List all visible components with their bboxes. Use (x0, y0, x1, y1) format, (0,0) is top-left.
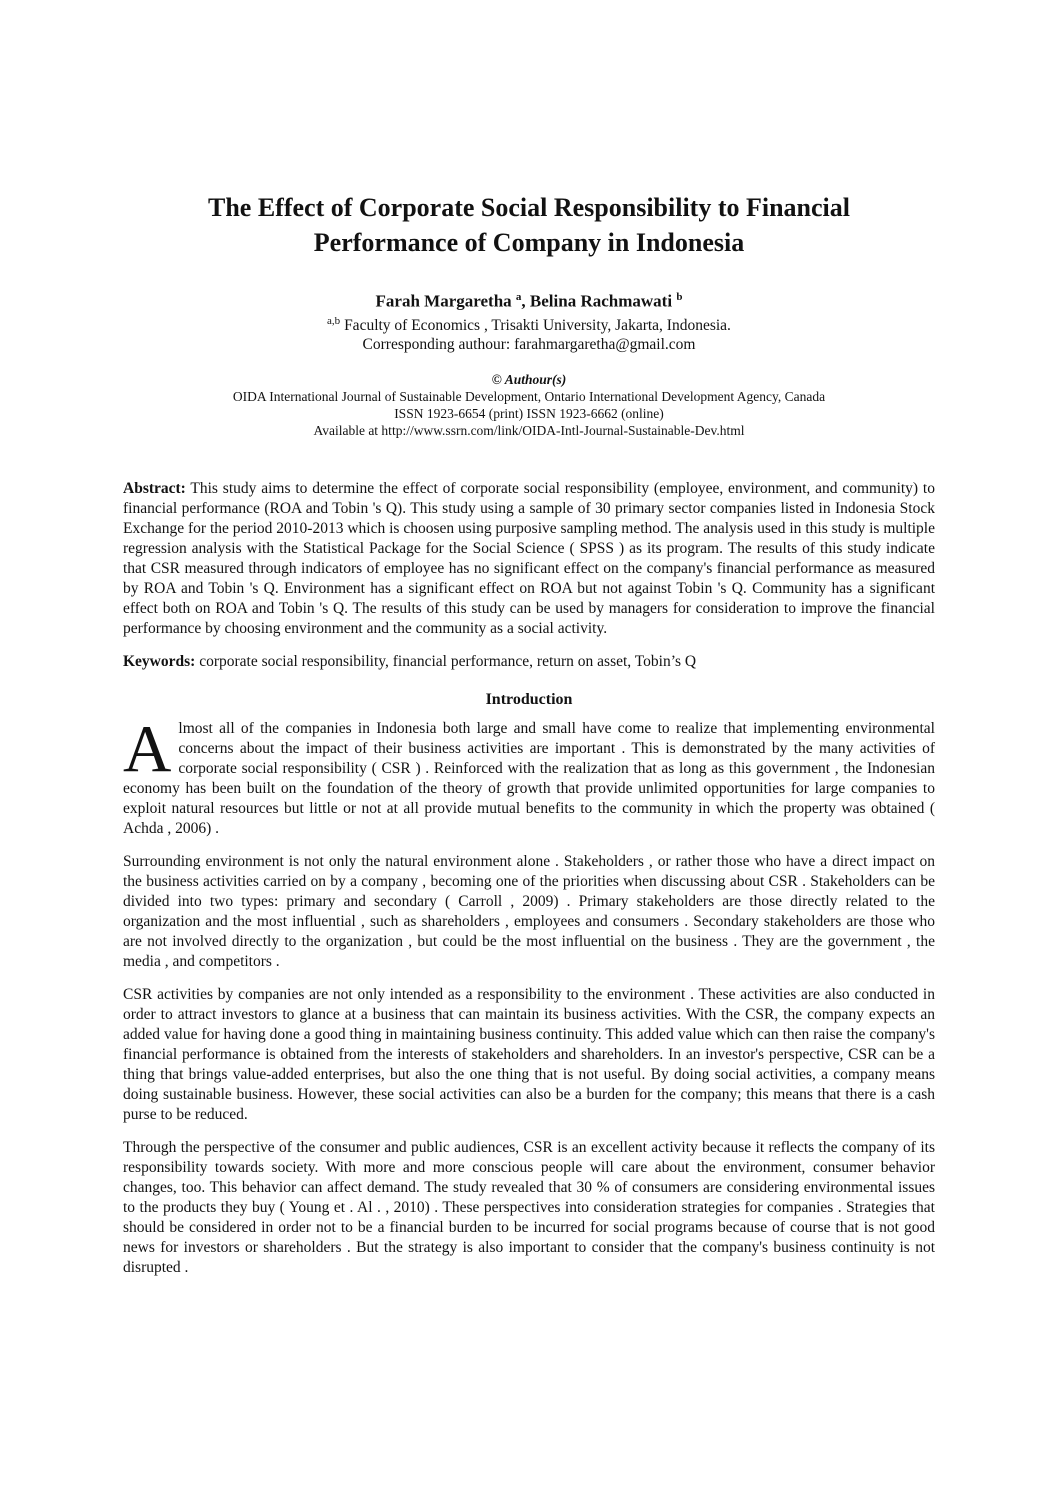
corresponding-author-line: Corresponding authour: farahmargaretha@gmail.com (362, 335, 696, 353)
keywords-line (123, 652, 935, 672)
issn-line: ISSN 1923-6654 (print) ISSN 1923-6662 (online) (394, 405, 664, 421)
keywords-text: corporate social responsibility, financial performance, return on asset, Tobin’s Q (195, 652, 697, 670)
abstract-text: This study aims to determine the effect of corporate social responsibility (employee, environment, and community) to financial performance (ROA and Tobin 's Q). This study using a sample of 30 primary sector companies listed in Indonesia Stock Exchange for the period 2010-2013 which is choosen using purposive sampling method. The analysis used in this study is multiple regression analysis with the Statistical Package for the Social Science ( SPSS ) as its program. The results of this study indicate that CSR measured through indicators of employee has no significant effect on the company's financial performance as measured by ROA and Tobin 's Q. Environment has a significant effect on ROA but not against Tobin 's Q. Community has a significant effect both on ROA and Tobin 's Q. The results of this study can be used by managers for consideration to improve the financial performance by choosing environment and the community as a social activity. (123, 479, 935, 637)
paper-title-line2: Performance of Company in Indonesia (313, 228, 745, 257)
author-name-2: , Belina Rachmawati (521, 291, 677, 311)
intro-paragraph-1-text: lmost all of the companies in Indonesia both large and small have come to realize that implementing environmental concerns about the impact of their business activities are important . This is demonstrated by the many activities of corporate social responsibility ( CSR ) . Reinforced with the realization that as long as this government , the Indonesian economy has been built on the foundation of the theory of growth that provide unlimited opportunities for large companies to exploit natural resources but little or not at all provide mutual benefits to the community in which the property was obtained ( Achda , 2006) . (123, 719, 935, 837)
intro-paragraph-2: Surrounding environment is not only the natural environment alone . Stakeholders , or rather those who have a direct impact on the business activities carried on by a company , becoming one of the priorities when discussing about CSR . Stakeholders can be divided into two types: primary and secondary ( Carroll , 2009) . Primary stakeholders are those directly related to the organization and the most influential , such as shareholders , employees and consumers . Secondary stakeholders are those who are not involved directly to the organization , but could be the most influential on the business . They are the government , the media , and competitors . (123, 852, 935, 970)
keywords-label: Keywords: (123, 652, 196, 670)
author-name-1: Farah Margaretha (375, 291, 516, 311)
paper-title-line1: The Effect of Corporate Social Responsibility to Financial (207, 193, 850, 222)
affiliation-superscript: a,b (327, 314, 341, 327)
intro-paragraph-4: Through the perspective of the consumer and public audiences, CSR is an excellent activity because it reflects the company of its responsibility towards society. With more and more conscious people will care about the environment, consumer behavior changes, too. This behavior can affect demand. The study revealed that 30 % of consumers are considering environmental issues to the products they buy ( Young et . Al . , 2010) . These perspectives into consideration strategies for companies . Strategies that should be considered in order not to be a financial burden to be incurred for social programs because of course that is not good news for investors or shareholders . But the strategy is also important to consider that the company's business continuity is not disrupted . (123, 1138, 935, 1276)
abstract-paragraph (123, 479, 935, 639)
copyright-line: © Authour(s) (491, 371, 567, 387)
imprint-block (123, 371, 935, 439)
affiliation-line (123, 312, 935, 335)
author-superscript-b: b (676, 291, 683, 303)
intro-paragraph-3: CSR activities by companies are not only intended as a responsibility to the environment . These activities are also conducted in order to attract investors to glance at a business that can maintain its business activities. With the CSR, the company expects an added value for having done a good thing in maintaining business continuity. This added value which can then raise the company's financial performance is obtained from the interests of stakeholders and shareholders. In an investor's perspective, CSR can be a thing that brings value-added enterprises, but also the one thing that is not useful. By doing social activities, a company means doing sustainable business. However, these social activities can also be a burden for the company; this means that there is a cash purse to be reduced. (123, 985, 935, 1123)
abstract-label: Abstract: (123, 479, 186, 497)
affiliation-text: Faculty of Economics , Trisakti University, Jakarta, Indonesia. (340, 316, 731, 334)
paper-title (123, 190, 935, 260)
journal-line: OIDA International Journal of Sustainable Development, Ontario International Development Agency, Canada (232, 388, 826, 404)
authors-line (123, 287, 935, 312)
introduction-heading: Introduction (485, 690, 573, 708)
author-superscript-a: a (515, 291, 522, 303)
intro-paragraph-1 (123, 711, 935, 839)
article-body (123, 479, 935, 1278)
drop-cap: A (123, 711, 172, 786)
availability-line: Available at http://www.ssrn.com/link/OIDA-Intl-Journal-Sustainable-Dev.html (313, 422, 745, 438)
